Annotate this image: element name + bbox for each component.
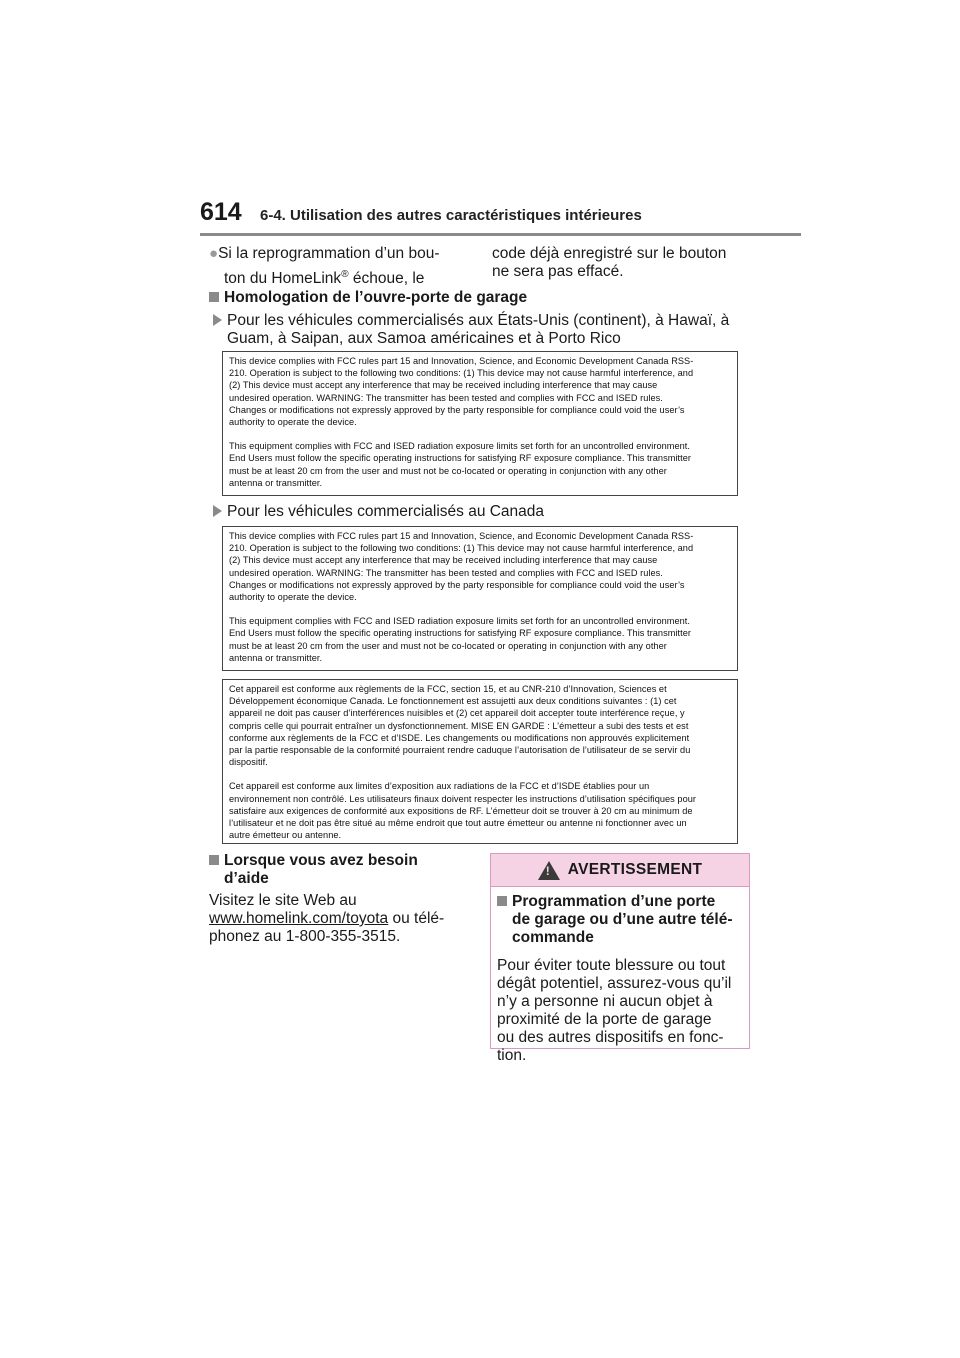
help-line: Visitez le site Web au xyxy=(209,892,357,909)
fcc-para2: This equipment complies with FCC and ISED radiation exposure limits set forth for an uncontrolled environment. End Users must follow the specific operating instructions for satisfying RF exposure compliance. This transmitter must be at least 20 cm from the user and must not be co-located or operating in conjunction with any other antenna or transmitter. xyxy=(229,441,691,488)
french-para2: Cet appareil est conforme aux limites d’exposition aux radiations de la FCC et d’ISDE établies pour un environnement non contrôlé. Les utilisateurs finaux doivent respecter les instructions d’utilisation spécifiques pour satisfaire aux exigences de conformité aux expositions de RF. L’émetteur doit se trouver à 20 cm au minimum de l’utilisateur et ne doit pas être situé au même endroit que tout autre émetteur ou antenne ni fonctionner avec un autre émetteur ou antenne. xyxy=(229,781,697,841)
triangle-marker-icon xyxy=(213,314,222,326)
bullet-dot-icon: ● xyxy=(209,245,219,262)
homologation-title: Homologation de l’ouvre-porte de garage xyxy=(224,289,528,306)
canada-label-text: Pour les véhicules commercialisés au Canada xyxy=(227,503,545,520)
homelink-website-link[interactable]: www.homelink.com/toyota xyxy=(209,910,389,927)
intro-line: ton du HomeLink xyxy=(224,270,342,288)
us-label-line: Pour les véhicules commercialisés aux États-Unis (continent), à Hawaï, à xyxy=(227,312,730,329)
warning-body: Pour éviter toute blessure ou tout dégât potentiel, assurez-vous qu’il n’y a personne ni aucun objet à proximité de la porte de garage ou des autres dispositifs en fonc- tion. xyxy=(497,957,732,1064)
intro-line: échoue, le xyxy=(348,270,425,288)
help-body xyxy=(209,892,479,946)
help-title-line: d’aide xyxy=(224,870,269,887)
french-para1: Cet appareil est conforme aux règlements de la FCC, section 15, et au CNR-210 d’Innovation, Sciences et Développement économique Canada. Le fonctionnement est assujetti aux deux conditions suivantes : (1) cet appareil ne doit pas causer d’interférences nuisibles et (2) cet appareil doit accepter toute interférence reçue, y compris celle qui pourrait entraîner un dysfonctionnement. MISE EN GARDE : L’émetteur a subi des tests et est conforme aux règlements de la FCC et d’ISDE. Les changements ou modifications non approuvés explicitement par la partie responsable de la conformité pourraient rendre caduque l’autorisation de l’utilisateur de se servir du dispositif. xyxy=(229,684,691,768)
registered-mark: ® xyxy=(341,269,349,280)
page-number: 614 xyxy=(200,198,242,226)
square-marker-icon xyxy=(497,896,507,906)
square-marker-icon xyxy=(209,292,219,302)
warning-box xyxy=(490,853,750,1064)
help-line: ou télé- xyxy=(388,910,445,927)
warning-heading: AVERTISSEMENT xyxy=(567,861,703,878)
square-marker-icon xyxy=(209,855,219,865)
us-vehicles-label xyxy=(213,312,753,348)
french-notice xyxy=(222,679,738,844)
section-title: 6-4. Utilisation des autres caractéristiques intérieures xyxy=(260,207,642,224)
fcc-notice-us xyxy=(222,351,738,496)
fcc-para1: This device complies with FCC rules part 15 and Innovation, Science, and Economic Development Canada RSS- 210. Operation is subject to the following two conditions: (1) This device may not cause harmful interference, and (2) This device must accept any interference that may be received including interference that may cause undesired operation. WARNING: The transmitter has been tested and complies with FCC and ISED rules. Changes or modifications not expressly approved by the party responsible for compliance could void the user’s authority to operate the device. xyxy=(229,531,694,603)
warning-title: Programmation d’une porte de garage ou d’une autre télé- commande xyxy=(491,887,749,947)
header-divider xyxy=(200,233,801,236)
fcc-para1: This device complies with FCC rules part 15 and Innovation, Science, and Economic Development Canada RSS- 210. Operation is subject to the following two conditions: (1) This device may not cause harmful interference, and (2) This device must accept any interference that may be received including interference that may cause undesired operation. WARNING: The transmitter has been tested and complies with FCC and ISED rules. Changes or modifications not expressly approved by the party responsible for compliance could void the user’s authority to operate the device. xyxy=(229,356,694,428)
warning-header xyxy=(491,854,749,887)
triangle-marker-icon xyxy=(213,505,222,517)
help-line: phonez au 1-800-355-3515. xyxy=(209,928,401,945)
homologation-heading xyxy=(209,289,527,307)
intro-line: code déjà enregistré sur le bouton xyxy=(492,245,727,262)
canada-vehicles-label xyxy=(213,503,544,521)
warning-triangle-icon xyxy=(538,861,560,880)
fcc-para2: This equipment complies with FCC and ISED radiation exposure limits set forth for an uncontrolled environment. End Users must follow the specific operating instructions for satisfying RF exposure compliance. This transmitter must be at least 20 cm from the user and must not be co-located or operating in conjunction with any other antenna or transmitter. xyxy=(229,616,691,663)
help-title-line: Lorsque vous avez besoin xyxy=(224,852,418,869)
us-label-line: Guam, à Saipan, aux Samoa américaines et à Porto Rico xyxy=(227,330,621,347)
intro-right-column xyxy=(492,245,762,281)
help-heading xyxy=(209,852,479,888)
intro-left-column xyxy=(209,245,469,288)
fcc-notice-canada xyxy=(222,526,738,671)
intro-line: ne sera pas effacé. xyxy=(492,263,624,280)
intro-line: Si la reprogrammation d’un bou- xyxy=(218,245,440,262)
